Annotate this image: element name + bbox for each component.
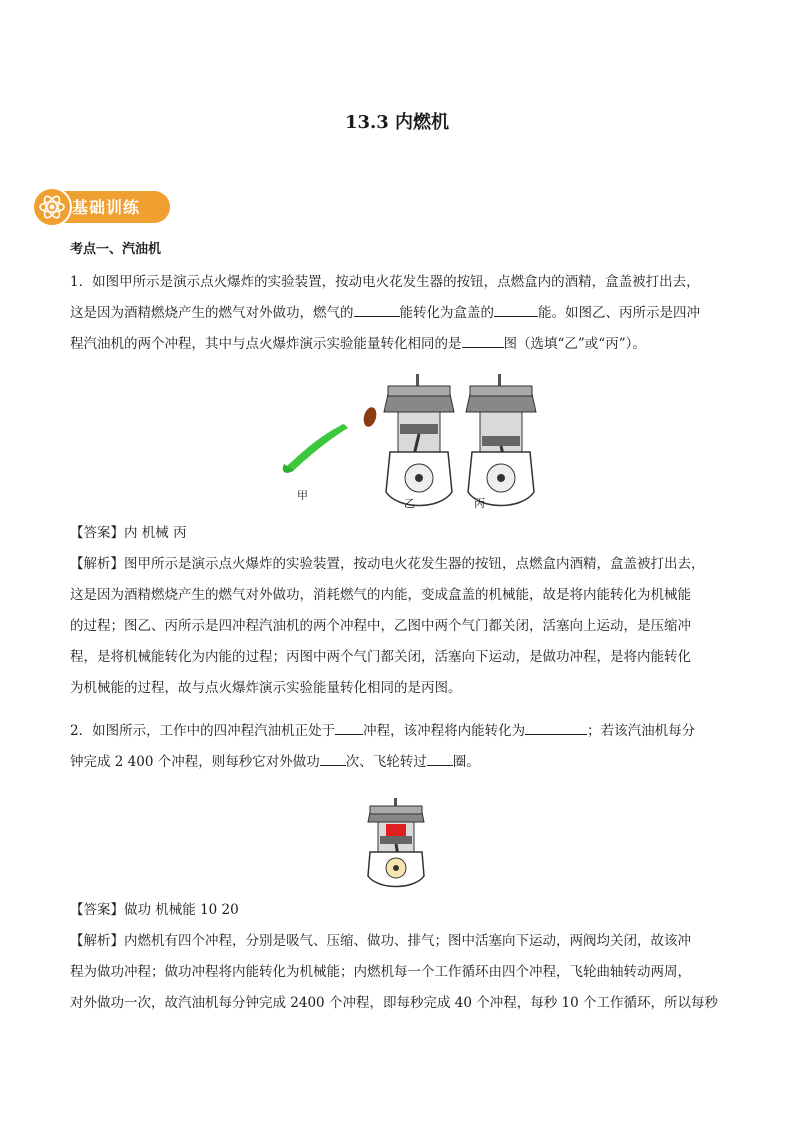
q2-text: 圈。 (452, 754, 480, 770)
q2-answer-block (70, 895, 725, 1019)
q2-blank-1[interactable] (335, 720, 363, 735)
question-1 (70, 267, 725, 360)
q1-text: 能转化为盒盖的 (399, 305, 494, 321)
q1-line-2 (70, 298, 725, 329)
q1-analysis-line: 【解析】图甲所示是演示点火爆炸的实验装置，按动电火花发生器的按钮，点燃盒内酒精，盒盖被打出去， (70, 556, 705, 572)
q1-analysis-line: 为机械能的过程，故与点火爆炸演示实验能量转化相同的是丙图。 (70, 680, 462, 696)
q2-text: 次、飞轮转过 (345, 754, 427, 770)
q1-analysis-line: 程，是将机械能转化为内能的过程；丙图中两个气门都关闭，活塞向下运动，是做功冲程，是将内能转化 (70, 649, 691, 665)
q1-blank-2[interactable] (494, 302, 538, 317)
spray-illustration (283, 424, 348, 473)
q2-line-1 (70, 716, 725, 747)
topic-heading-text: 考点一、汽油机 (70, 242, 162, 257)
atom-icon (34, 189, 70, 225)
section-banner (32, 187, 170, 227)
q1-text: 这是因为酒精燃烧产生的燃气对外做功，燃气的 (70, 305, 354, 321)
engine-yi (384, 374, 454, 506)
q2-text: 钟完成 2 400 个冲程，则每秒它对外做功 (70, 754, 320, 770)
fig-label-yi: 乙 (404, 497, 415, 510)
q2-line-2 (70, 747, 725, 778)
q1-answer-block (70, 518, 725, 704)
q1-answer: 【答案】内 机械 丙 (70, 525, 187, 541)
banner-circle (32, 187, 72, 227)
q1-line-3 (70, 329, 725, 360)
q2-text: 冲程，该冲程将内能转化为 (363, 723, 526, 739)
q2-text: ；若该汽油机每分 (587, 723, 696, 739)
lid-illustration (362, 406, 379, 428)
q1-blank-1[interactable] (354, 302, 400, 317)
page-title: 13.3 内燃机 (344, 112, 450, 133)
engine-bing (466, 374, 536, 506)
section-banner-label: 基础训练 (72, 198, 141, 217)
q1-analysis-line: 这是因为酒精燃烧产生的燃气对外做功，消耗燃气的内能，变成盒盖的机械能，故是将内能转化为机械能 (70, 587, 691, 603)
fig-label-bing: 丙 (474, 497, 485, 510)
q2-blank-4[interactable] (427, 751, 453, 766)
q2-blank-2[interactable] (525, 720, 587, 735)
figure-engine-q2 (364, 798, 428, 888)
q2-analysis-line: 程为做功冲程；做功冲程将内能转化为机械能；内燃机每一个工作循环由四个冲程，飞轮曲轴转动两周， (70, 964, 691, 980)
q2-analysis-line: 【解析】内燃机有四个冲程，分别是吸气、压缩、做功、排气；图中活塞向下运动，两阀均关闭，故该冲 (70, 933, 691, 949)
q1-blank-3[interactable] (462, 333, 504, 348)
q1-analysis-line: 的过程；图乙、丙所示是四冲程汽油机的两个冲程中，乙图中两个气门都关闭，活塞向上运动，是压缩冲 (70, 618, 691, 634)
q1-text: 能。如图乙、丙所示是四冲 (538, 305, 700, 321)
q2-text: 2．如图所示，工作中的四冲程汽油机正处于 (70, 723, 336, 739)
figure-engines (272, 372, 552, 512)
q2-answer: 【答案】做功 机械能 10 20 (70, 902, 239, 918)
fig-label-jia: 甲 (297, 489, 308, 502)
q1-text: 程汽油机的两个冲程，其中与点火爆炸演示实验能量转化相同的是 (70, 336, 462, 352)
q1-line-1: 1．如图甲所示是演示点火爆炸的实验装置，按动电火花发生器的按钮，点燃盒内的酒精，盒盖被打出去， (70, 274, 700, 290)
q2-blank-3[interactable] (320, 751, 346, 766)
question-2 (70, 716, 725, 778)
q1-text: 图（选填“乙”或“丙”）。 (503, 336, 646, 352)
topic-heading (70, 234, 725, 265)
q2-analysis-line: 对外做功一次，故汽油机每分钟完成 2400 个冲程，即每秒完成 40 个冲程，每秒 10 个工作循环，所以每秒 (70, 995, 718, 1011)
